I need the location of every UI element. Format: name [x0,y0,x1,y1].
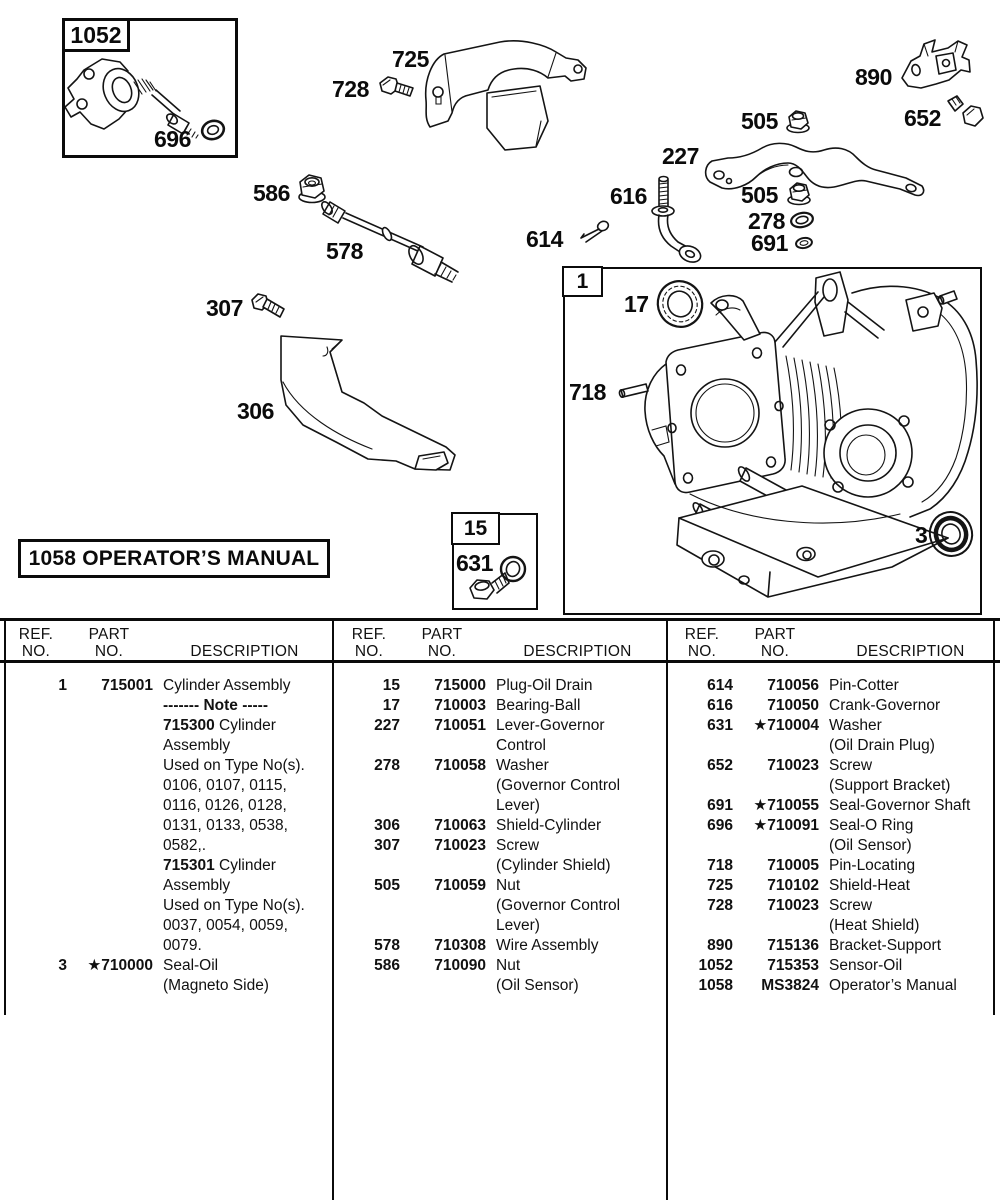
table-row-line: (Oil Sensor) [496,977,579,994]
inset-box-1052 [62,18,238,158]
table-row-line: 725 710102 Shield-Heat [707,877,910,894]
seal-691-drawing [795,237,812,250]
table-row-line: 718 710005 Pin-Locating [707,857,916,874]
table-row-line: 307 710023 Screw [374,837,540,854]
table-row-line: 0116, 0126, 0128, [163,797,287,814]
callout-505-bottom: 505 [741,182,778,208]
governor-crank-drawing [652,177,703,266]
table-row-line: 578 710308 Wire Assembly [374,937,599,954]
table-body [671,663,1000,996]
callout-3: 3 [915,522,928,548]
table-row-line: 614 710056 Pin-Cotter [707,677,899,694]
table-row-line: (Cylinder Shield) [496,857,611,874]
parts-table [0,618,1000,1200]
description-header: DESCRIPTION [523,643,632,660]
main-box-1 [563,267,982,615]
nut-586-drawing [299,175,325,203]
screw-728-drawing [380,77,413,96]
table-header [5,621,338,663]
table-row-line: 15 715000 Plug-Oil Drain [382,677,593,694]
table-row-line: 890 715136 Bracket-Support [707,937,941,954]
heat-shield-drawing [426,41,586,150]
table-body [5,663,338,996]
cylinder-shield-drawing [281,336,455,470]
table-row-line: 0079. [163,937,202,954]
table-row-line: 505 710059 Nut [374,877,521,894]
callout-725: 725 [392,46,429,72]
table-row-line: (Support Bracket) [829,777,951,794]
callout-307: 307 [206,295,243,321]
table-row-line: 1052 715353 Sensor-Oil [698,957,903,974]
callout-631: 631 [456,550,493,576]
inset-box-15-label [451,512,500,545]
part-no-header: PART NO. [421,626,463,660]
table-row-line: Lever) [496,797,540,814]
callout-728: 728 [332,76,369,102]
callout-15: 15 [463,516,488,540]
washer-278-drawing [790,211,814,229]
table-row-line: 17 710003 Bearing-Ball [382,697,581,714]
table-row-line: Control [496,737,546,754]
table-row-line: 586 710090 Nut [374,957,521,974]
table-row-line: 227 710051 Lever-Governor [374,717,605,734]
table-row-line: Assembly [163,877,231,894]
nut-505-top-drawing [787,111,809,133]
operators-manual-box [18,539,330,578]
ref-no-header: REF. NO. [684,626,720,660]
table-row-line: Assembly [163,737,231,754]
table-row-line: 715301 Cylinder [163,857,276,874]
table-row-line: 0131, 0133, 0538, [163,817,288,834]
screw-652-drawing [948,96,983,126]
table-column-1 [5,621,338,1200]
callout-1052: 1052 [70,21,122,48]
part-no-header: PART NO. [88,626,130,660]
table-header [671,621,1000,663]
table-row-line: (Governor Control [496,777,621,794]
callout-652: 652 [904,105,941,131]
table-row-line: (Oil Drain Plug) [829,737,935,754]
description-header: DESCRIPTION [190,643,299,660]
table-row-line: 696 ★710091 Seal-O Ring [707,817,914,834]
ref-no-header: REF. NO. [351,626,387,660]
table-row-line: Used on Type No(s). [163,897,305,914]
description-header: DESCRIPTION [856,643,965,660]
callout-17: 17 [624,291,649,317]
inset-box-1052-label [62,18,130,52]
table-row-line: 0106, 0107, 0115, [163,777,287,794]
table-row-line: 278 710058 Washer [374,757,549,774]
table-column-3 [671,621,1000,1200]
ref-no-header: REF. NO. [18,626,54,660]
governor-lever-drawing [706,143,924,195]
table-row-line: Lever) [496,917,540,934]
callout-718: 718 [569,379,606,405]
table-row-line: (Oil Sensor) [829,837,912,854]
table-row-line: 691 ★710055 Seal-Governor Shaft [707,797,971,814]
table-row-line: 1058 MS3824 Operator’s Manual [698,977,957,994]
table-row-line: 0037, 0054, 0059, [163,917,288,934]
callout-278: 278 [748,208,785,234]
table-row-line: 1 715001 Cylinder Assembly [58,677,291,694]
table-row-line: ------- Note ----- [163,697,268,714]
table-row-line: 652 710023 Screw [707,757,873,774]
table-row-line: 616 710050 Crank-Governor [707,697,941,714]
callout-578: 578 [326,238,363,264]
callout-696: 696 [154,126,191,152]
callout-614: 614 [526,226,563,252]
table-body [338,663,671,996]
operators-manual-label: 1058 OPERATOR’S MANUAL [28,546,320,570]
screw-307-drawing [252,294,284,317]
table-row-line: 715300 Cylinder [163,717,276,734]
nut-505-bottom-drawing [788,183,810,205]
callout-505-top: 505 [741,108,778,134]
table-header [338,621,671,663]
callout-586: 586 [253,180,290,206]
table-column-2 [338,621,671,1200]
callout-1: 1 [576,269,589,293]
support-bracket-drawing [902,40,970,88]
table-row-line: (Governor Control [496,897,621,914]
table-row-line: 306 710063 Shield-Cylinder [374,817,602,834]
table-columns [5,621,995,1200]
table-row-line: 0582,. [163,837,207,854]
main-box-1-label [562,266,603,297]
callout-691: 691 [751,230,788,256]
callout-890: 890 [855,64,892,90]
table-row-line: (Heat Shield) [829,917,920,934]
table-row-line: Used on Type No(s). [163,757,305,774]
callout-616: 616 [610,183,647,209]
callout-227: 227 [662,143,699,169]
callout-306: 306 [237,398,274,424]
cotter-pin-drawing [581,220,610,242]
table-row-line: 3 ★710000 Seal-Oil [58,957,219,974]
part-no-header: PART NO. [754,626,796,660]
table-row-line: 631 ★710004 Washer [707,717,882,734]
table-row-line: 728 710023 Screw [707,897,873,914]
table-row-line: (Magneto Side) [163,977,269,994]
